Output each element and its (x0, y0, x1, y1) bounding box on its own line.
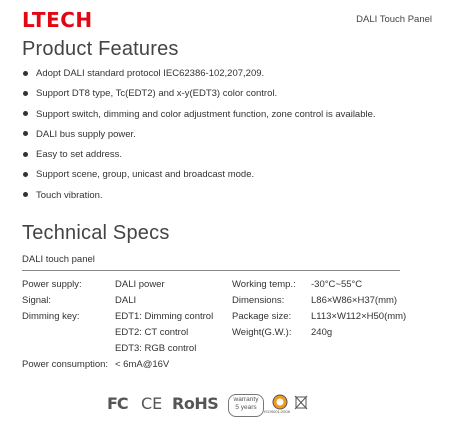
spec-label-power-consumption: Power consumption: (22, 359, 109, 370)
warranty-icon: warranty 5 years (228, 394, 264, 417)
specs-title: Technical Specs (22, 222, 170, 244)
spec-label-working-temp: Working temp.: (232, 279, 296, 290)
recycle-bin-icon (294, 394, 308, 410)
bullet-icon (23, 71, 28, 76)
spec-label-dimensions: Dimensions: (232, 295, 285, 306)
certification-icons (0, 394, 474, 418)
rohs-icon: RoHS (172, 394, 219, 413)
divider (22, 270, 400, 271)
spec-label-dimming-key: Dimming key: (22, 311, 80, 322)
spec-label-package-size: Package size: (232, 311, 292, 322)
spec-label-power-supply: Power supply: (22, 279, 82, 290)
spec-label-weight: Weight(G.W.): (232, 327, 292, 338)
spec-value-package-size: L113×W112×H50(mm) (311, 311, 407, 322)
product-name: DALI Touch Panel (356, 14, 432, 25)
feature-item: Support switch, dimming and color adjustment function, zone control is available. (22, 109, 376, 129)
bullet-icon (23, 131, 28, 136)
bullet-icon (23, 172, 28, 177)
specs-subtitle: DALI touch panel (22, 254, 95, 265)
ce-icon: CE (141, 394, 163, 413)
feature-item: Touch vibration. (22, 190, 376, 210)
bullet-icon (23, 192, 28, 197)
spec-value-power-consumption: < 6mA@16V (115, 359, 170, 370)
feature-item: Support scene, group, unicast and broadcast mode. (22, 169, 376, 189)
bullet-icon (23, 152, 28, 157)
spec-value-edt1: EDT1: Dimming control (115, 311, 214, 322)
feature-list (22, 68, 376, 210)
spec-value-signal: DALI (115, 295, 137, 306)
spec-value-working-temp: -30°C~55°C (311, 279, 363, 290)
feature-item: DALI bus supply power. (22, 129, 376, 149)
spec-value-edt3: EDT3: RGB control (115, 343, 197, 354)
bullet-icon (23, 91, 28, 96)
spec-value-weight: 240g (311, 327, 333, 338)
fcc-icon: FC (107, 394, 128, 413)
features-title: Product Features (22, 38, 179, 60)
feature-item: Easy to set address. (22, 149, 376, 169)
brand-logo: LTECH (22, 8, 93, 32)
spec-value-dimensions: L86×W86×H37(mm) (311, 295, 398, 306)
feature-item: Support DT8 type, Tc(EDT2) and x-y(EDT3) color control. (22, 88, 376, 108)
spec-label-signal: Signal: (22, 295, 52, 306)
feature-item: Adopt DALI standard protocol IEC62386-102,207,209. (22, 68, 376, 88)
bullet-icon (23, 111, 28, 116)
spec-value-power-supply: DALI power (115, 279, 165, 290)
iso-icon: ISO9001:2008 (270, 394, 290, 416)
spec-value-edt2: EDT2: CT control (115, 327, 189, 338)
